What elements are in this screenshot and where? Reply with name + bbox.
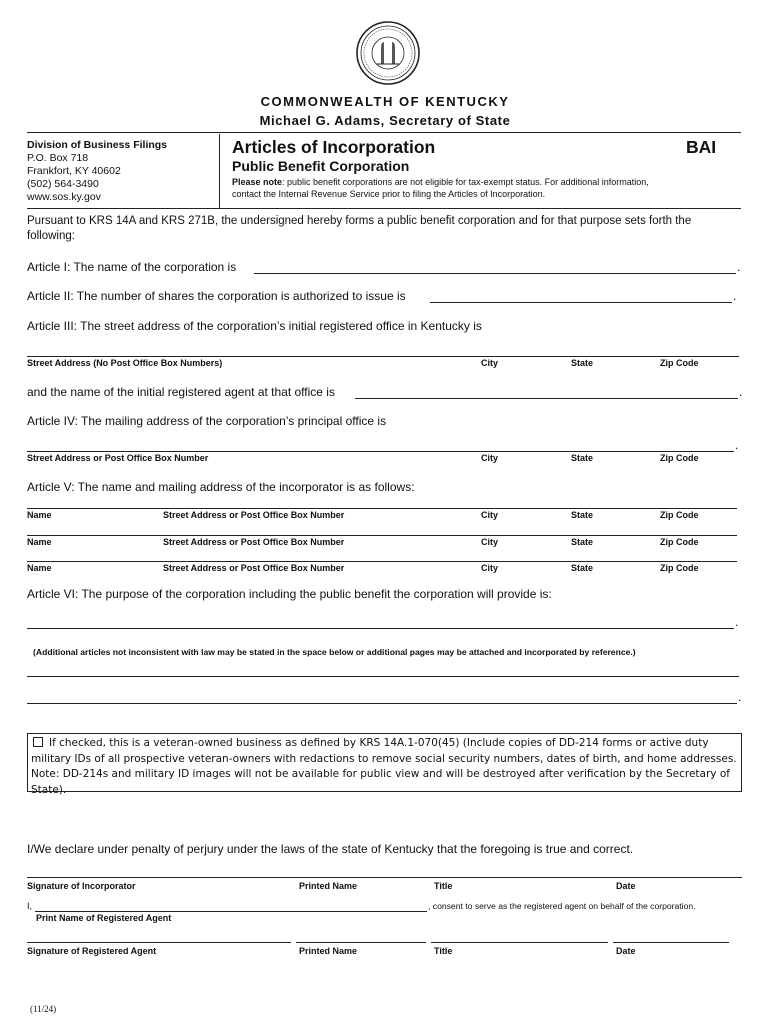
header-divider: [219, 134, 220, 208]
street-or-po-label: Street Address or Post Office Box Number: [163, 537, 345, 547]
agent-signature-field[interactable]: [27, 942, 291, 943]
name-label: Name: [27, 563, 52, 573]
zip-label: Zip Code: [660, 537, 699, 547]
city-label: City: [481, 358, 499, 368]
office-pobox: P.O. Box 718: [27, 152, 89, 164]
street-or-po-label: Street Address or Post Office Box Number: [27, 453, 209, 463]
declaration-text: I/We declare under penalty of perjury under the laws of the state of Kentucky that the foregoing is true and correct.: [27, 842, 634, 856]
additional-articles-field-2[interactable]: [27, 703, 737, 704]
street-no-po-label: Street Address (No Post Office Box Numbers): [27, 358, 223, 368]
zip-label: Zip Code: [660, 510, 699, 520]
zip-label: Zip Code: [660, 358, 699, 368]
incorporator-signature-field[interactable]: [27, 877, 742, 878]
principal-office-address-field[interactable]: [27, 451, 734, 452]
printed-name-label: Printed Name: [299, 881, 358, 891]
form-title: Articles of Incorporation: [232, 137, 436, 157]
registered-agent-label: and the name of the initial registered agent at that office is: [27, 385, 335, 399]
secretary-heading: Michael G. Adams, Secretary of State: [259, 113, 511, 128]
title-label: Title: [434, 946, 453, 956]
additional-articles-field-1[interactable]: [27, 676, 739, 677]
city-label: City: [481, 537, 499, 547]
office-phone: (502) 564-3490: [27, 178, 99, 190]
article-4-period: .: [735, 438, 739, 452]
date-label: Date: [616, 881, 636, 891]
registered-agent-field[interactable]: [355, 398, 738, 399]
title-label: Title: [434, 881, 453, 891]
section-rule: [27, 208, 741, 209]
article-4-label: Article IV: The mailing address of the corporation’s principal office is: [27, 414, 387, 428]
corporation-name-field[interactable]: [254, 273, 736, 274]
article-2-label: Article II: The number of shares the corporation is authorized to issue is: [27, 289, 406, 303]
incorporator-1-field[interactable]: [27, 508, 737, 509]
incorporator-2-field[interactable]: [27, 535, 737, 536]
street-or-po-label: Street Address or Post Office Box Number: [163, 563, 345, 573]
commonwealth-heading: COMMONWEALTH OF KENTUCKY: [260, 94, 510, 109]
additional-articles-note: (Additional articles not inconsistent with law may be stated in the space below or additional pages may be attached and incorporated by reference.): [33, 647, 636, 657]
consent-text: , consent to serve as the registered agent on behalf of the corporation.: [428, 901, 696, 911]
form-subtitle: Public Benefit Corporation: [232, 158, 410, 174]
name-label: Name: [27, 510, 52, 520]
consent-prefix: I,: [27, 901, 33, 911]
registered-office-address-field[interactable]: [27, 356, 739, 357]
agent-period: .: [739, 385, 743, 399]
intro-line1: Pursuant to KRS 14A and KRS 271B, the undersigned hereby forms a public benefit corporation and for that purpose sets forth the: [27, 215, 692, 227]
date-label: Date: [616, 946, 636, 956]
article-6-period: .: [735, 615, 739, 629]
state-label: State: [571, 510, 594, 520]
kentucky-seal-logo: [355, 20, 421, 86]
city-label: City: [481, 563, 499, 573]
form-note: Please note: public benefit corporations are not eligible for tax-exempt status. For additional information, contact the Internal Revenue Service prior to filing the Articles of Incorporation.: [232, 177, 649, 199]
article-2-period: .: [733, 289, 737, 303]
name-label: Name: [27, 537, 52, 547]
incorporator-3-field[interactable]: [27, 561, 737, 562]
state-label: State: [571, 537, 594, 547]
street-or-po-label: Street Address or Post Office Box Number: [163, 510, 345, 520]
form-code: BAI: [686, 137, 717, 157]
state-label: State: [571, 453, 594, 463]
additional-period: .: [738, 690, 742, 704]
agent-title-field[interactable]: [431, 942, 608, 943]
printed-name-label: Printed Name: [299, 946, 358, 956]
registered-agent-print-name-field[interactable]: [35, 911, 427, 912]
header-rule: [27, 132, 741, 133]
intro-line2: following:: [27, 230, 75, 242]
office-website: www.sos.ky.gov: [27, 191, 101, 203]
zip-label: Zip Code: [660, 453, 699, 463]
office-city: Frankfort, KY 40602: [27, 165, 121, 177]
article-3-label: Article III: The street address of the corporation’s initial registered office in Kentucky is: [27, 319, 482, 333]
veteran-owned-checkbox[interactable]: [33, 737, 43, 747]
article-1-period: .: [737, 260, 741, 274]
city-label: City: [481, 453, 499, 463]
article-1-label: Article I: The name of the corporation is: [27, 260, 237, 274]
print-agent-name-label: Print Name of Registered Agent: [36, 913, 172, 923]
purpose-field[interactable]: [27, 628, 734, 629]
zip-label: Zip Code: [660, 563, 699, 573]
veteran-statement: If checked, this is a veteran-owned business as defined by KRS 14A.1-070(45) (Include copies of DD-214 forms or active duty military IDs of all prospective veteran-owners with redactions to remove social security numbers, dates of birth, and home addresses. Note: DD-214s and military ID images will not be available for public view and will be destroyed after verification by the Secretary of State).: [31, 737, 737, 796]
article-5-label: Article V: The name and mailing address of the incorporator is as follows:: [27, 480, 415, 494]
shares-field[interactable]: [430, 302, 732, 303]
agent-date-field[interactable]: [613, 942, 729, 943]
revision-date: (11/24): [30, 1004, 57, 1014]
agent-printed-name-field[interactable]: [296, 942, 426, 943]
signature-agent-label: Signature of Registered Agent: [27, 946, 157, 956]
city-label: City: [481, 510, 499, 520]
office-name: Division of Business Filings: [27, 139, 168, 151]
signature-incorporator-label: Signature of Incorporator: [27, 881, 136, 891]
article-6-label: Article VI: The purpose of the corporation including the public benefit the corporation will provide is:: [27, 587, 552, 601]
state-label: State: [571, 563, 594, 573]
state-label: State: [571, 358, 594, 368]
